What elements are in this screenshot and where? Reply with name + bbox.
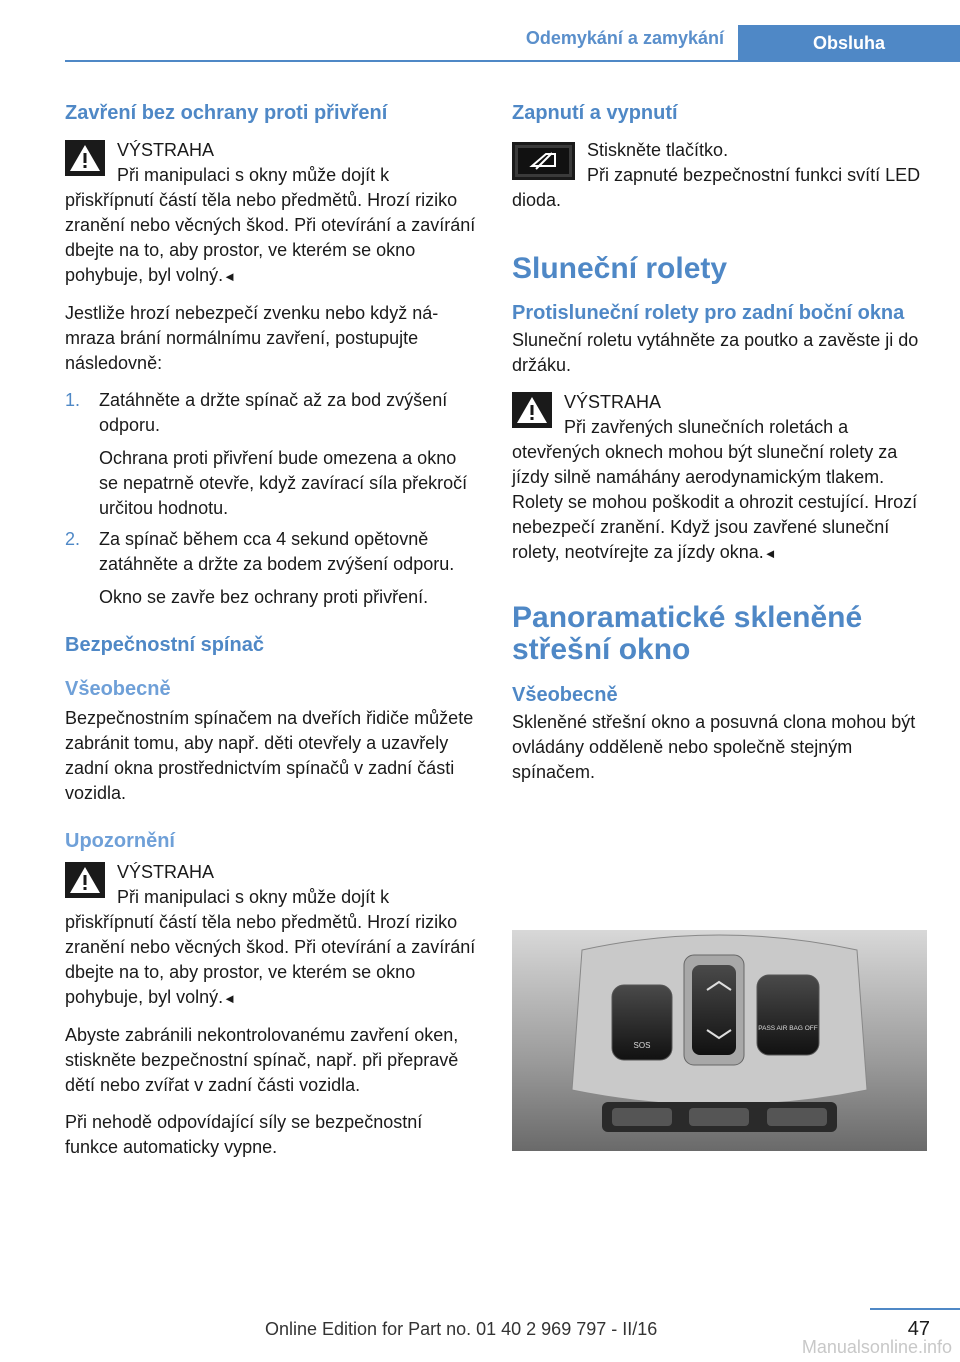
- heading-on-off: Zapnutí a vypnutí: [512, 102, 678, 124]
- warning-block-1: [65, 138, 480, 289]
- warning-block-2: [65, 860, 480, 1011]
- steps-list: [65, 388, 480, 610]
- warning-label: VÝSTRAHA: [117, 862, 215, 882]
- list-item: [65, 388, 480, 521]
- press-button-text: Stiskněte tlačítko.: [587, 140, 729, 160]
- button-instruction: [512, 138, 927, 213]
- led-text: Při zapnuté bezpečnostní funkci svítí LED dioda.: [512, 165, 921, 210]
- warning-text: Při manipulaci s okny může dojít k přiskřípnutí částí těla nebo předmětů. Hrozí riziko zranění nebo věcných škod. Při otevírání a zavírání dbejte na to, aby prostor, ve kterém se okno pohybuje, byl volný.: [65, 165, 476, 285]
- list-item: [65, 527, 480, 610]
- warning-triangle-icon: [65, 862, 105, 898]
- pass-airbag-label: PASS AIR BAG OFF: [758, 1025, 818, 1032]
- paragraph-roof: Skleněné střešní okno a posuvná clona mohou být ovládány odděleně nebo společně stejným spínačem.: [512, 712, 916, 782]
- warning-triangle-icon: [65, 140, 105, 176]
- step-text: Zatáhněte a držte spínač až za bod zvýšení odporu.: [99, 390, 448, 435]
- warning-text: Při zavřených slunečních roletách a otevřených oknech mohou být sluneční rolety za jízdy silně namáhány aerodynamickým tlakem. Rolety se mohou poškodit a ohrozit cestující. Hrozí nebezpečí zranění. Když jsou zavřené sluneční rolety, neotvírejte za jízdy okna.: [512, 417, 918, 562]
- heading-general: Všeobecně: [65, 678, 171, 700]
- step-text: Za spínač během cca 4 sekund opětovně zatáhněte a držte za bodem zvýšení odporu.: [99, 529, 455, 574]
- heading-sun-blinds: Sluneční rolety: [512, 252, 728, 285]
- end-mark: ◄: [223, 991, 236, 1006]
- step-number: 1.: [65, 390, 81, 410]
- roof-console-photo: [512, 930, 927, 1151]
- heading-notice: Upozornění: [65, 830, 175, 852]
- heading-close-without-protection: Zavření bez ochrany proti přivření: [65, 102, 388, 124]
- left-column: [65, 100, 480, 1172]
- page-number: 47: [907, 1318, 930, 1340]
- heading-panoramic-roof: Panoramatické skleněné střešní okno: [512, 601, 863, 666]
- warning-triangle-icon: [512, 392, 552, 428]
- heading-safety-switch: Bezpečnostní spínač: [65, 634, 264, 656]
- paragraph-general: Bezpečnostním spínačem na dveřích řidiče můžete zabránit tomu, aby např. děti otevřely a uzavřely zadní okna prostřednictvím spínačů v zadní části vozidla.: [65, 708, 474, 803]
- footer-edition: Online Edition for Part no. 01 40 2 969 797 - II/16: [265, 1319, 658, 1339]
- end-mark: ◄: [223, 269, 236, 284]
- paragraph-prevent: Abyste zabránili nekontrolovanému zavření oken, stiskněte bezpečnostní spínač, např. při přepravě dětí nebo zvířat v zadní části vozidla.: [65, 1025, 459, 1095]
- paragraph-intro: Jestliže hrozí nebezpečí zvenku nebo když námraza brání normálnímu zavření, postupujte následovně:: [65, 303, 439, 373]
- warning-label: VÝSTRAHA: [117, 140, 215, 160]
- warning-text: Při manipulaci s okny může dojít k přiskřípnutí částí těla nebo předmětů. Hrozí riziko zranění nebo věcných škod. Při otevírání a zavírání dbejte na to, aby prostor, ve kterém se okno pohybuje, byl volný.: [65, 887, 476, 1007]
- heading-rear-blinds: Protisluneční rolety pro zadní boční okna: [512, 302, 905, 324]
- end-mark: ◄: [763, 546, 777, 561]
- warning-block-3: [512, 390, 927, 566]
- sos-label: SOS: [633, 1041, 651, 1050]
- header-chapter-tab: Obsluha: [738, 25, 960, 62]
- window-lock-button-icon: [512, 142, 575, 180]
- right-column: [512, 100, 927, 797]
- header-section-title: Odemykání a zamykání: [525, 28, 724, 48]
- heading-general-roof: Všeobecně: [512, 684, 618, 706]
- step-note: Ochrana proti přivření bude omezena a okno se nepatrně otevře, když zavírací síla překročí určitou hodnotu.: [99, 448, 468, 518]
- warning-label: VÝSTRAHA: [564, 392, 662, 412]
- paragraph-blinds: Sluneční roletu vytáhněte za poutko a zavěste ji do držáku.: [512, 330, 919, 375]
- footer-rule: [870, 1308, 960, 1310]
- step-note: Okno se zavře bez ochrany proti přivření.: [99, 587, 429, 607]
- step-number: 2.: [65, 529, 81, 549]
- paragraph-auto-off: Při nehodě odpovídající síly se bezpečnostní funkce automaticky vypne.: [65, 1112, 423, 1157]
- watermark: Manualsonline.info: [801, 1337, 952, 1357]
